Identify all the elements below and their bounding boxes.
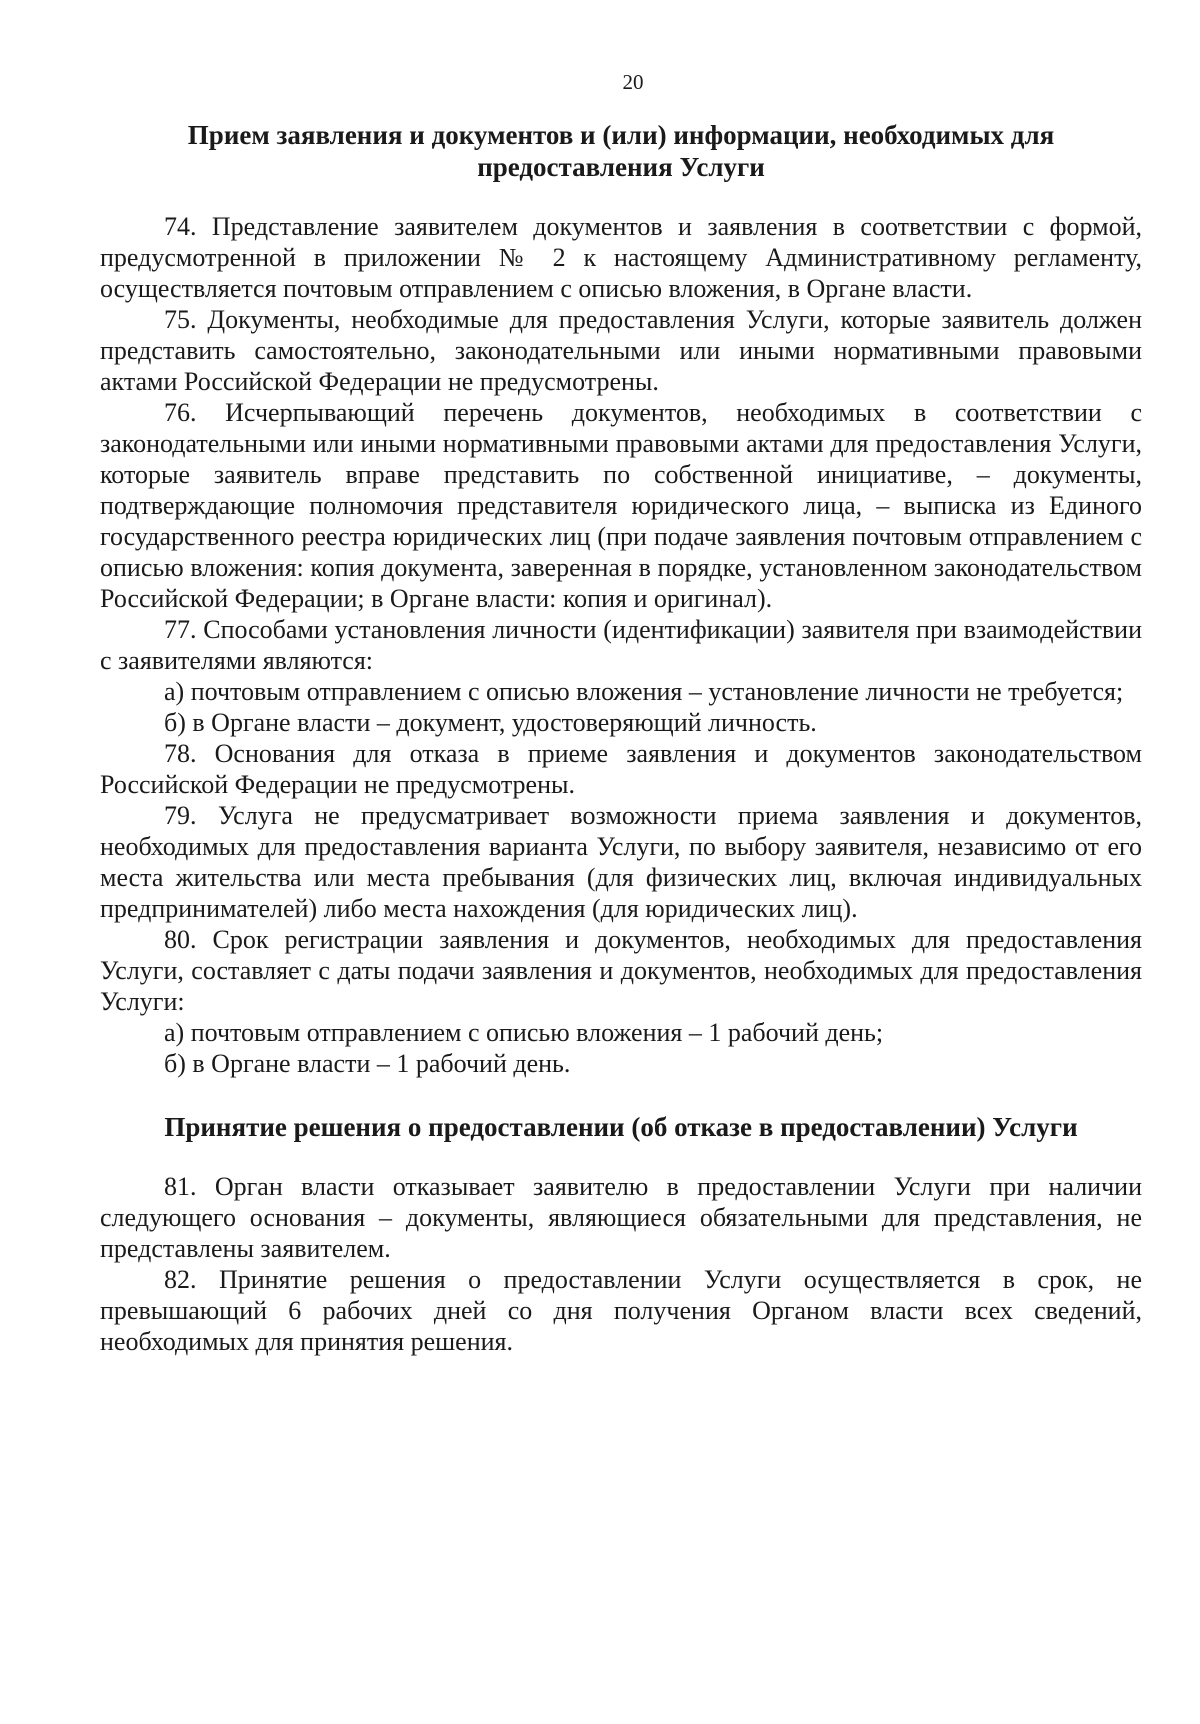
paragraph-81: 81. Орган власти отказывает заявителю в предоставлении Услуги при наличии следующего основания – документы, являющиеся обязательными для представления, не представлены заявителем. [100, 1172, 1142, 1263]
paragraph-78: 78. Основания для отказа в приеме заявления и документов законодательством Российской Федерации не предусмотрены. [100, 739, 1142, 799]
paragraph-80-b: б) в Органе власти – 1 рабочий день. [164, 1049, 571, 1078]
page-number: 20 [622, 70, 644, 94]
paragraph-79: 79. Услуга не предусматривает возможности приема заявления и документов, необходимых для предоставления варианта Услуги, по выбору заявителя, независимо от его места жительства или места пребывания (для физических лиц, включая индивидуальных предпринимателей) либо места нахождения (для юридических лиц). [100, 801, 1142, 923]
paragraph-82: 82. Принятие решения о предоставлении Услуги осуществляется в срок, не превышающий 6 рабочих дней со дня получения Органом власти всех сведений, необходимых для принятия решения. [100, 1265, 1142, 1356]
paragraph-77: 77. Способами установления личности (идентификации) заявителя при взаимодействии с заявителями являются: [100, 615, 1142, 675]
paragraph-76: 76. Исчерпывающий перечень документов, необходимых в соответствии с законодательными или иными нормативными правовыми актами для предоставления Услуги, которые заявитель вправе представить по собственной инициативе, – документы, подтверждающие полномочия представителя юридического лица, – выписка из Единого государственного реестра юридических лиц (при подаче заявления почтовым отправлением с описью вложения: копия документа, заверенная в порядке, установленном законодательством Российской Федерации; в Органе власти: копия и оригинал). [100, 398, 1142, 613]
paragraph-74: 74. Представление заявителем документов и заявления в соответствии с формой, предусмотренной в приложении № 2 к настоящему Административному регламенту, осуществляется почтовым отправлением с описью вложения, в Органе власти. [100, 212, 1142, 303]
document-page [100, 70, 1142, 1357]
paragraph-80: 80. Срок регистрации заявления и документов, необходимых для предоставления Услуги, составляет с даты подачи заявления и документов, необходимых для предоставления Услуги: [100, 925, 1142, 1016]
section-title-decision: Принятие решения о предоставлении (об отказе в предоставлении) Услуги [164, 1112, 1078, 1142]
paragraph-75: 75. Документы, необходимые для предоставления Услуги, которые заявитель должен представить самостоятельно, законодательными или иными нормативными правовыми актами Российской Федерации не предусмотрены. [100, 305, 1142, 396]
paragraph-80-a: а) почтовым отправлением с описью вложения – 1 рабочий день; [164, 1018, 884, 1047]
paragraph-77-b: б) в Органе власти – документ, удостоверяющий личность. [164, 708, 817, 737]
section-title-reception: Прием заявления и документов и (или) информации, необходимых для предоставления Услуги [187, 120, 1055, 182]
paragraph-77-a: а) почтовым отправлением с описью вложения – установление личности не требуется; [164, 677, 1124, 706]
